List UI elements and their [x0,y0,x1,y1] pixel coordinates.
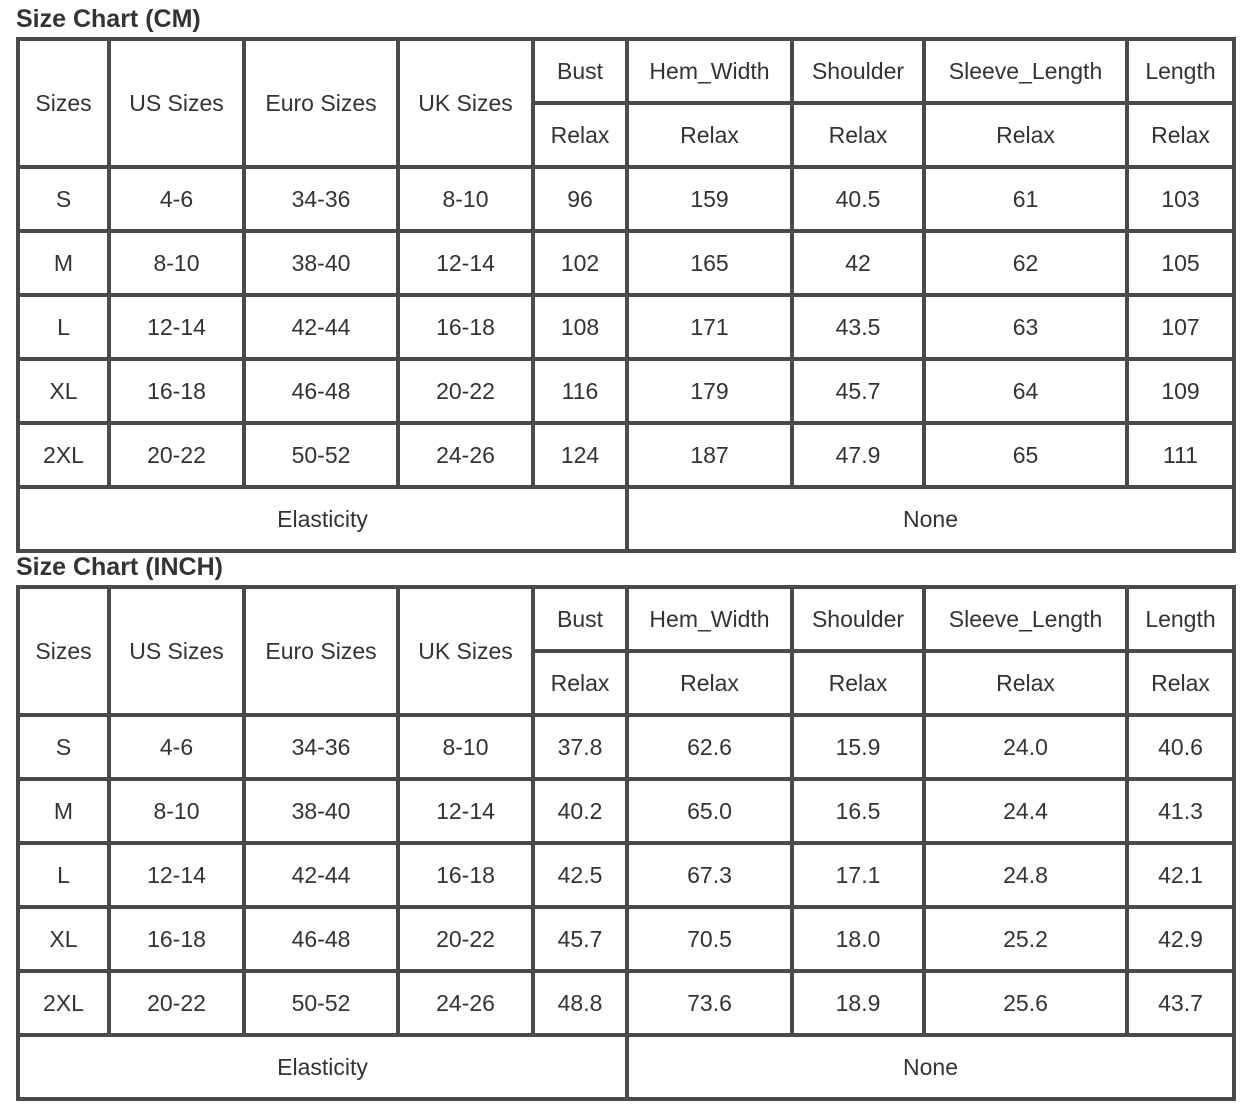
cell-size: XL [18,359,109,423]
cell-uk-size: 12-14 [398,779,533,843]
cell-bust: 124 [533,423,627,487]
cell-euro-size: 38-40 [244,231,398,295]
cell-shoulder: 43.5 [792,295,924,359]
cell-length: 103 [1127,167,1234,231]
header-uk-sizes: UK Sizes [398,587,533,715]
cell-us-size: 20-22 [109,423,244,487]
cell-hem-width: 159 [627,167,792,231]
cell-hem-width: 165 [627,231,792,295]
cell-bust: 108 [533,295,627,359]
table-row [18,715,1234,779]
cell-uk-size: 16-18 [398,295,533,359]
header-row [18,39,1234,103]
cell-bust: 42.5 [533,843,627,907]
cell-length: 109 [1127,359,1234,423]
header-uk-sizes: UK Sizes [398,39,533,167]
cell-uk-size: 12-14 [398,231,533,295]
elasticity-value: None [627,1035,1234,1099]
subheader-relax: Relax [924,103,1127,167]
cell-length: 107 [1127,295,1234,359]
cell-hem-width: 171 [627,295,792,359]
cell-sleeve-length: 25.6 [924,971,1127,1035]
header-sleeve-length: Sleeve_Length [924,39,1127,103]
subheader-relax: Relax [533,651,627,715]
cell-size: L [18,295,109,359]
cell-uk-size: 8-10 [398,167,533,231]
cell-sleeve-length: 24.0 [924,715,1127,779]
cell-length: 43.7 [1127,971,1234,1035]
elasticity-value: None [627,487,1234,551]
header-euro-sizes: Euro Sizes [244,587,398,715]
header-shoulder: Shoulder [792,587,924,651]
cell-shoulder: 16.5 [792,779,924,843]
table-row [18,295,1234,359]
footer-row [18,487,1234,551]
header-bust: Bust [533,587,627,651]
cell-sleeve-length: 61 [924,167,1127,231]
size-table-inch [16,585,1236,1101]
cell-uk-size: 8-10 [398,715,533,779]
cell-euro-size: 50-52 [244,971,398,1035]
table-row [18,423,1234,487]
cell-bust: 48.8 [533,971,627,1035]
cell-euro-size: 42-44 [244,843,398,907]
cell-length: 105 [1127,231,1234,295]
cell-length: 41.3 [1127,779,1234,843]
header-shoulder: Shoulder [792,39,924,103]
cell-us-size: 20-22 [109,971,244,1035]
subheader-relax: Relax [1127,103,1234,167]
cell-length: 111 [1127,423,1234,487]
cell-length: 42.1 [1127,843,1234,907]
cell-us-size: 16-18 [109,359,244,423]
cell-euro-size: 38-40 [244,779,398,843]
cell-sleeve-length: 65 [924,423,1127,487]
subheader-relax: Relax [627,651,792,715]
cell-length: 42.9 [1127,907,1234,971]
cell-shoulder: 42 [792,231,924,295]
footer-row [18,1035,1234,1099]
header-hem-width: Hem_Width [627,39,792,103]
cell-shoulder: 47.9 [792,423,924,487]
elasticity-label: Elasticity [18,487,627,551]
table-row [18,971,1234,1035]
cell-sleeve-length: 62 [924,231,1127,295]
cell-bust: 45.7 [533,907,627,971]
table-row [18,843,1234,907]
header-us-sizes: US Sizes [109,587,244,715]
cell-euro-size: 34-36 [244,715,398,779]
cell-us-size: 4-6 [109,715,244,779]
subheader-relax: Relax [792,103,924,167]
cell-uk-size: 16-18 [398,843,533,907]
cell-bust: 116 [533,359,627,423]
cell-shoulder: 40.5 [792,167,924,231]
cell-euro-size: 42-44 [244,295,398,359]
cell-hem-width: 179 [627,359,792,423]
cell-hem-width: 67.3 [627,843,792,907]
cell-length: 40.6 [1127,715,1234,779]
header-length: Length [1127,39,1234,103]
cell-size: S [18,167,109,231]
cell-sleeve-length: 24.4 [924,779,1127,843]
header-bust: Bust [533,39,627,103]
table-row [18,231,1234,295]
cell-hem-width: 187 [627,423,792,487]
cell-bust: 96 [533,167,627,231]
header-row [18,587,1234,651]
subheader-relax: Relax [1127,651,1234,715]
cell-bust: 40.2 [533,779,627,843]
header-euro-sizes: Euro Sizes [244,39,398,167]
cell-us-size: 4-6 [109,167,244,231]
header-hem-width: Hem_Width [627,587,792,651]
subheader-relax: Relax [792,651,924,715]
chart-title-cm: Size Chart (CM) [16,5,201,33]
cell-uk-size: 20-22 [398,907,533,971]
table-row [18,167,1234,231]
chart-title-inch: Size Chart (INCH) [16,553,223,581]
cell-us-size: 12-14 [109,843,244,907]
table-row [18,779,1234,843]
header-length: Length [1127,587,1234,651]
header-us-sizes: US Sizes [109,39,244,167]
cell-shoulder: 17.1 [792,843,924,907]
cell-size: M [18,779,109,843]
cell-shoulder: 45.7 [792,359,924,423]
cell-uk-size: 24-26 [398,971,533,1035]
cell-size: L [18,843,109,907]
cell-sleeve-length: 64 [924,359,1127,423]
cell-bust: 37.8 [533,715,627,779]
cell-us-size: 8-10 [109,231,244,295]
cell-euro-size: 50-52 [244,423,398,487]
elasticity-label: Elasticity [18,1035,627,1099]
cell-sleeve-length: 24.8 [924,843,1127,907]
cell-shoulder: 15.9 [792,715,924,779]
cell-hem-width: 65.0 [627,779,792,843]
cell-size: 2XL [18,971,109,1035]
header-sizes: Sizes [18,587,109,715]
subheader-relax: Relax [533,103,627,167]
cell-hem-width: 70.5 [627,907,792,971]
cell-us-size: 8-10 [109,779,244,843]
header-sleeve-length: Sleeve_Length [924,587,1127,651]
cell-size: M [18,231,109,295]
cell-bust: 102 [533,231,627,295]
cell-sleeve-length: 25.2 [924,907,1127,971]
cell-hem-width: 62.6 [627,715,792,779]
cell-size: 2XL [18,423,109,487]
table-row [18,907,1234,971]
subheader-relax: Relax [924,651,1127,715]
cell-shoulder: 18.0 [792,907,924,971]
cell-uk-size: 24-26 [398,423,533,487]
cell-uk-size: 20-22 [398,359,533,423]
cell-euro-size: 46-48 [244,359,398,423]
cell-shoulder: 18.9 [792,971,924,1035]
size-table-cm [16,37,1236,553]
cell-us-size: 12-14 [109,295,244,359]
table-row [18,359,1234,423]
cell-size: S [18,715,109,779]
cell-euro-size: 46-48 [244,907,398,971]
header-sizes: Sizes [18,39,109,167]
cell-hem-width: 73.6 [627,971,792,1035]
subheader-relax: Relax [627,103,792,167]
cell-euro-size: 34-36 [244,167,398,231]
cell-size: XL [18,907,109,971]
cell-sleeve-length: 63 [924,295,1127,359]
cell-us-size: 16-18 [109,907,244,971]
